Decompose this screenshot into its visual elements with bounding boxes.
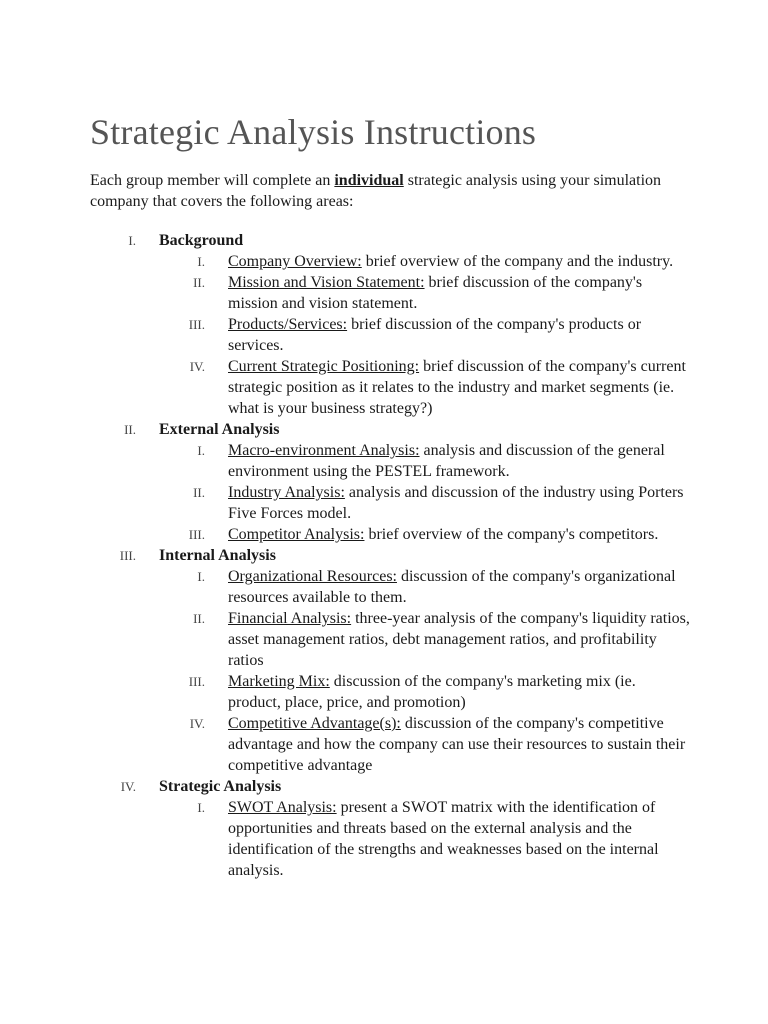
list-item: [90, 713, 690, 776]
item-label: Organizational Resources:: [228, 568, 397, 585]
item-label: Current Strategic Positioning:: [228, 358, 420, 375]
section-heading: [90, 545, 690, 566]
section-number: IV.: [120, 779, 136, 794]
item-label: Industry Analysis:: [228, 484, 345, 501]
item-text: analysis and discussion of the industry using Porters Five Forces model.: [228, 484, 684, 522]
item-text: three-year analysis of the company's liquidity ratios, asset management ratios, debt management ratios, and profitability ratios: [228, 610, 690, 669]
item-text: discussion of the company's competitive advantage and how the company can use their resources to sustain their competitive advantage: [228, 715, 686, 774]
list-item: [90, 671, 690, 713]
section-title: Internal Analysis: [159, 547, 276, 564]
item-label: Macro-environment Analysis:: [228, 442, 420, 459]
item-number: III.: [188, 317, 205, 332]
item-number: III.: [188, 674, 205, 689]
item-label: Competitor Analysis:: [228, 526, 365, 543]
item-text: discussion of the company's marketing mix (ie. product, place, price, and promotion): [228, 673, 636, 711]
list-item: [90, 566, 690, 608]
item-text: present a SWOT matrix with the identification of opportunities and threats based on the external analysis and the identification of the strengths and weaknesses based on the internal analysis.: [228, 799, 659, 879]
item-label: Financial Analysis:: [228, 610, 352, 627]
section-internal-analysis: [90, 545, 690, 776]
list-item: [90, 524, 690, 545]
item-label: Mission and Vision Statement:: [228, 274, 425, 291]
list-item: [90, 440, 690, 482]
item-number: IV.: [189, 359, 205, 374]
item-label: Competitive Advantage(s):: [228, 715, 401, 732]
section-number: II.: [124, 422, 136, 437]
section-title: Strategic Analysis: [159, 778, 282, 795]
item-number: I.: [197, 254, 205, 269]
list-item: [90, 272, 690, 314]
list-item: [90, 608, 690, 671]
item-text: discussion of the company's organizational resources available to them.: [228, 568, 676, 606]
section-heading: [90, 419, 690, 440]
section-title: External Analysis: [159, 421, 280, 438]
section-background: [90, 230, 690, 419]
item-text: brief discussion of the company's products or services.: [228, 316, 642, 354]
section-heading: [90, 230, 690, 251]
list-item: [90, 797, 690, 881]
list-item: [90, 314, 690, 356]
item-number: II.: [193, 611, 205, 626]
item-number: I.: [197, 443, 205, 458]
page-title: Strategic Analysis Instructions: [90, 112, 537, 152]
section-number: III.: [119, 548, 136, 563]
item-label: Company Overview:: [228, 253, 362, 270]
section-strategic-analysis: [90, 776, 690, 881]
intro-text-before: Each group member will complete an: [90, 172, 335, 189]
intro-emphasis: individual: [334, 172, 404, 189]
item-text: brief overview of the company and the industry.: [361, 253, 674, 270]
item-number: IV.: [189, 716, 205, 731]
list-item: [90, 356, 690, 419]
item-text: brief discussion of the company's current strategic position as it relates to the industry and market segments (ie. what is your business strategy?): [228, 358, 686, 417]
section-external-analysis: [90, 419, 690, 545]
item-number: II.: [193, 275, 205, 290]
intro-paragraph: [90, 170, 690, 212]
section-number: I.: [128, 233, 136, 248]
item-text: brief overview of the company's competitors.: [364, 526, 659, 543]
document-page: [90, 110, 690, 881]
item-number: III.: [188, 527, 205, 542]
intro-text-after: strategic analysis using your simulation company that covers the following areas:: [90, 172, 662, 210]
item-label: Products/Services:: [228, 316, 348, 333]
section-heading: [90, 776, 690, 797]
item-number: I.: [197, 800, 205, 815]
item-text: brief discussion of the company's mission and vision statement.: [228, 274, 643, 312]
item-number: I.: [197, 569, 205, 584]
item-text: analysis and discussion of the general environment using the PESTEL framework.: [228, 442, 665, 480]
item-label: SWOT Analysis:: [228, 799, 337, 816]
list-item: [90, 251, 690, 272]
item-label: Marketing Mix:: [228, 673, 330, 690]
section-title: Background: [159, 232, 244, 249]
list-item: [90, 482, 690, 524]
item-number: II.: [193, 485, 205, 500]
